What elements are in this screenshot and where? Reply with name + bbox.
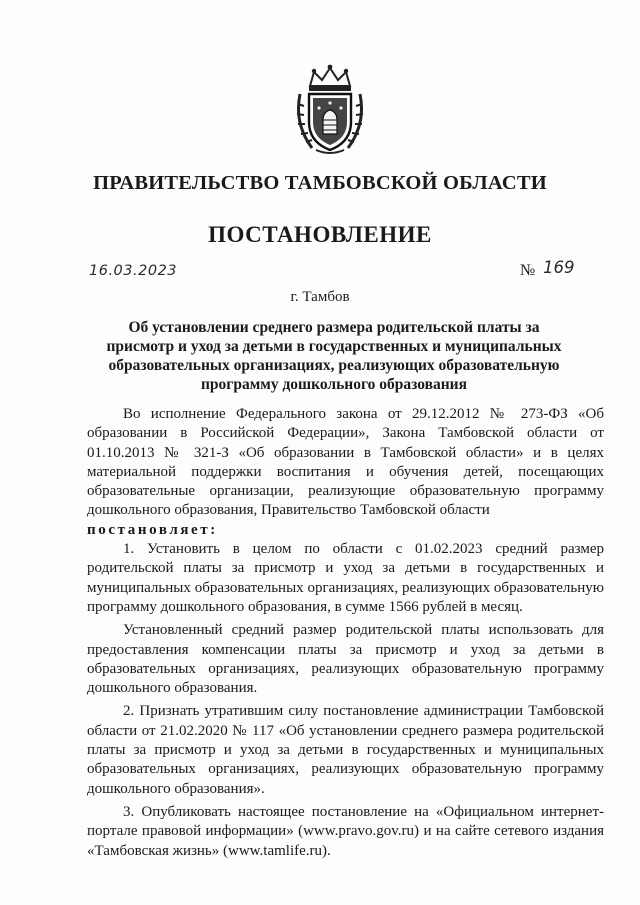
city-label: г. Тамбов xyxy=(290,289,350,305)
document-date: 16.03.2023 xyxy=(89,263,178,279)
coat-of-arms-icon xyxy=(292,64,368,156)
document-type: ПОСТАНОВЛЕНИЕ xyxy=(208,222,432,247)
decrees-word: постановляет: xyxy=(87,521,218,538)
item-1-paragraph: 1. Установить в целом по области с 01.02.2023 средний размер родительской платы за присмотр и уход за детьми в государственных и муниципальных образовательных организациях, реализующих образовательную программу дошкольного образования, в сумме 1566 рублей в месяц. xyxy=(87,541,604,615)
government-name: ПРАВИТЕЛЬСТВО ТАМБОВСКОЙ ОБЛАСТИ xyxy=(93,172,547,194)
preamble-paragraph: Во исполнение Федерального закона от 29.12.2012 № 273-ФЗ «Об образовании в Российской Федерации», Закона Тамбовской области от 01.10.2013 № 321-З «Об образовании в Тамбовской области» и в целях материальной поддержки воспитания и обучения детей, посещающих образовательные организации, реализующие образовательную программу дошкольного образования, Правительство Тамбовской области xyxy=(87,406,604,519)
item-2-paragraph: 2. Признать утратившим силу постановление администрации Тамбовской области от 21.02.2020 № 117 «Об установлении среднего размера родительской платы за присмотр и уход за детьми в государственных и муниципальных образовательных организациях, реализующих образовательную программу дошкольного образования». xyxy=(87,703,604,797)
item-3-paragraph: 3. Опубликовать настоящее постановление на «Официальном интернет-портале правовой информации» (www.pravo.gov.ru) и на сайте сетевого издания «Тамбовская жизнь» (www.tamlife.ru). xyxy=(87,803,604,859)
document-body xyxy=(87,405,604,861)
item-1-continuation: Установленный средний размер родительской платы использовать для предоставления компенсации платы за присмотр и уход за детьми в образовательных организациях, реализующих образовательную программу дошкольного образования. xyxy=(87,622,604,697)
document-number: 169 xyxy=(543,258,575,277)
document-title: Об установлении среднего размера родительской платы за присмотр и уход за детьми в государственных и муниципальных образовательных организациях, реализующих образовательную программу дошкольного образования xyxy=(106,319,562,393)
number-label: № xyxy=(520,262,536,279)
